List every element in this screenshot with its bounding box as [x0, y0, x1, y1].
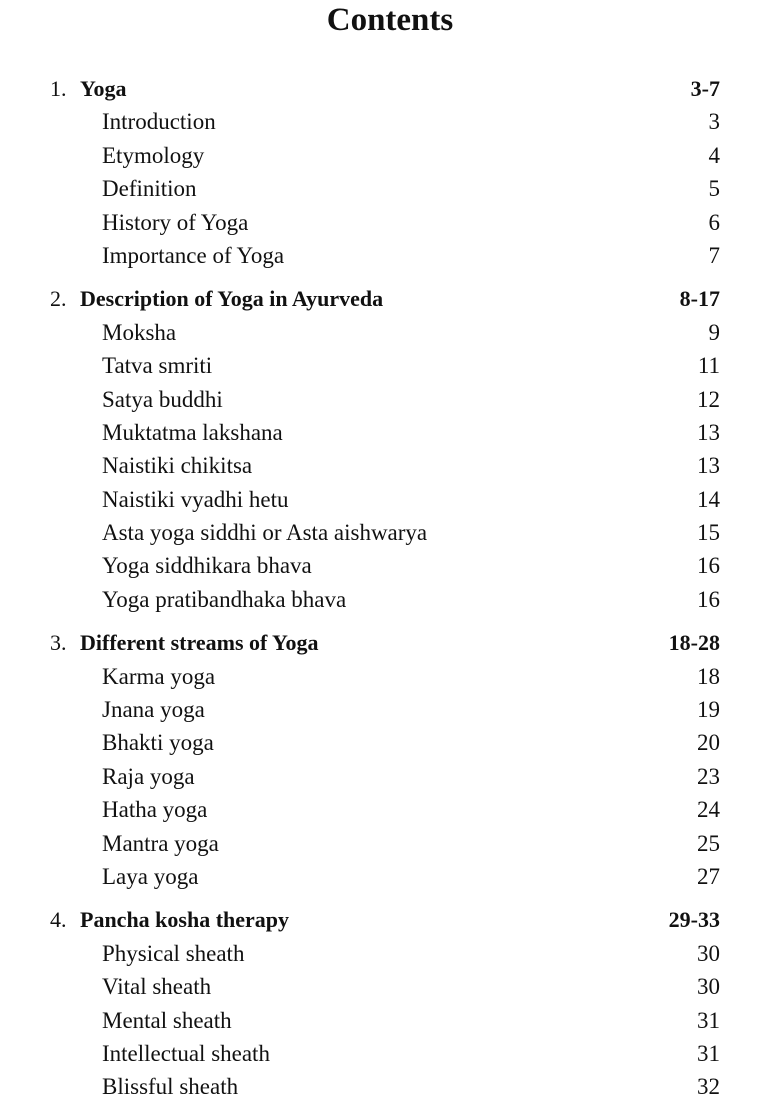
entry-page: 15 [697, 520, 720, 546]
toc-entry [50, 970, 720, 1003]
entry-label: Muktatma lakshana [102, 419, 283, 445]
entry-page: 18 [697, 663, 720, 689]
chapter-number: 1. [50, 76, 67, 101]
chapter-title-group [50, 903, 289, 936]
chapter-title-group [50, 72, 126, 105]
toc-entry [50, 660, 720, 693]
toc-entry [50, 239, 720, 272]
entry-page: 3 [708, 109, 720, 135]
toc-entry [50, 1037, 720, 1070]
entry-label: Naistiki chikitsa [102, 453, 253, 479]
entry-page: 23 [697, 763, 720, 789]
toc-entry [50, 349, 720, 382]
entry-page: 11 [697, 353, 720, 379]
toc-entry [50, 549, 720, 582]
entry-label: Intellectual sheath [102, 1040, 270, 1066]
entry-page: 4 [708, 142, 720, 168]
toc-entry [50, 937, 720, 970]
page-title: Contents [326, 2, 454, 38]
entry-page: 9 [708, 319, 720, 345]
toc-entry [50, 483, 720, 516]
entry-label: Vital sheath [102, 974, 212, 1000]
entry-page: 12 [697, 386, 720, 412]
entry-page: 19 [697, 697, 720, 723]
toc-entry [50, 383, 720, 416]
chapter-title: Yoga [80, 76, 127, 101]
chapter-title: Description of Yoga in Ayurveda [80, 286, 384, 312]
entry-page: 30 [697, 974, 720, 1000]
chapter-number: 2. [50, 286, 67, 312]
entry-label: Laya yoga [102, 863, 199, 889]
chapter-heading [50, 72, 720, 105]
entry-label: Karma yoga [102, 663, 216, 689]
entry-label: Yoga siddhikara bhava [102, 553, 312, 579]
entry-label: Tatva smriti [102, 353, 213, 379]
chapter-title: Pancha kosha therapy [80, 907, 290, 933]
entry-label: Yoga pratibandhaka bhava [102, 586, 347, 612]
entry-label: Blissful sheath [102, 1074, 239, 1100]
chapter-number: 3. [50, 630, 67, 656]
entry-label: Mantra yoga [102, 830, 219, 856]
toc-entry [50, 793, 720, 826]
chapter-title-group [50, 282, 383, 315]
chapter-number: 4. [50, 907, 67, 933]
entry-page: 25 [697, 830, 720, 856]
chapter-section [50, 282, 720, 616]
toc-entry [50, 449, 720, 482]
toc-entry [50, 206, 720, 239]
entry-label: Naistiki vyadhi hetu [102, 486, 289, 512]
chapter-pages: 18-28 [668, 630, 720, 656]
entry-label: Hatha yoga [102, 797, 208, 823]
entry-label: Jnana yoga [102, 697, 205, 723]
toc-entry [50, 105, 720, 138]
entry-page: 31 [697, 1040, 720, 1066]
chapter-heading [50, 903, 720, 936]
chapter-heading [50, 626, 720, 659]
entry-label: Bhakti yoga [102, 730, 214, 756]
toc-entry [50, 139, 720, 172]
entry-page: 16 [697, 553, 720, 579]
entry-page: 14 [697, 486, 720, 512]
entry-page: 5 [708, 176, 720, 202]
entry-label: Mental sheath [102, 1007, 232, 1033]
entry-page: 6 [708, 209, 720, 235]
entry-label: Raja yoga [102, 763, 195, 789]
toc-entry [50, 860, 720, 893]
toc-entry [50, 726, 720, 759]
chapter-pages: 3-7 [690, 76, 720, 101]
chapter-section [50, 903, 720, 1103]
chapter-title-group [50, 626, 318, 659]
entry-page: 32 [697, 1074, 720, 1100]
toc-entry [50, 760, 720, 793]
chapter-section [50, 72, 720, 272]
entry-label: History of Yoga [102, 209, 249, 235]
entry-page: 20 [697, 730, 720, 756]
chapter-pages: 8-17 [679, 286, 720, 312]
entry-label: Moksha [102, 319, 177, 345]
entry-page: 31 [697, 1007, 720, 1033]
toc-entry [50, 583, 720, 616]
entry-page: 13 [697, 419, 720, 445]
entry-page: 24 [697, 797, 720, 823]
toc-entry [50, 172, 720, 205]
toc-entry [50, 1070, 720, 1103]
entry-page: 30 [697, 940, 720, 966]
chapter-section [50, 626, 720, 893]
entry-page: 16 [697, 586, 720, 612]
toc-entry [50, 416, 720, 449]
entry-label: Asta yoga siddhi or Asta aishwarya [102, 520, 428, 546]
toc-entry [50, 316, 720, 349]
entry-label: Introduction [102, 109, 216, 135]
toc-entry [50, 516, 720, 549]
entry-page: 13 [697, 453, 720, 479]
chapter-pages: 29-33 [668, 907, 720, 933]
toc-entry [50, 827, 720, 860]
chapter-title: Different streams of Yoga [80, 630, 319, 656]
entry-page: 7 [708, 242, 720, 268]
chapter-heading [50, 282, 720, 315]
entry-label: Physical sheath [102, 940, 245, 966]
entry-label: Definition [102, 176, 197, 202]
toc-entry [50, 1004, 720, 1037]
table-of-contents [50, 72, 720, 1114]
entry-label: Etymology [102, 142, 205, 168]
entry-label: Satya buddhi [102, 386, 223, 412]
entry-page: 27 [697, 863, 720, 889]
entry-label: Importance of Yoga [102, 242, 285, 268]
toc-entry [50, 693, 720, 726]
